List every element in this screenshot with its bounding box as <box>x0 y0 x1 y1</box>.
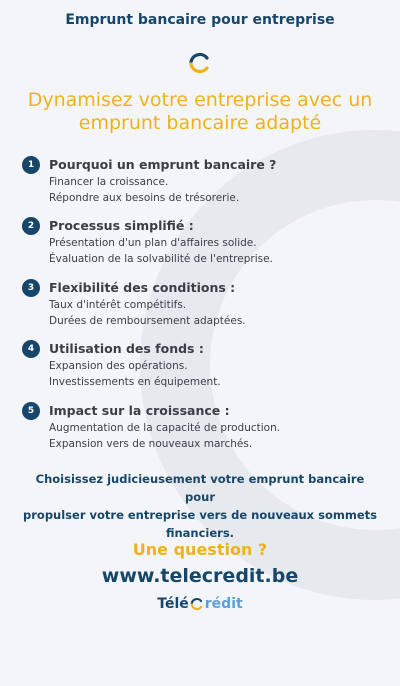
cta-line: propulser votre entreprise vers de nouveaux sommets <box>23 508 377 522</box>
item-line: Durées de remboursement adaptées. <box>49 315 246 327</box>
item-line: Expansion des opérations. <box>49 360 188 372</box>
item-line: Expansion vers de nouveaux marchés. <box>49 438 253 450</box>
item-title: Impact sur la croissance : <box>49 403 230 418</box>
telecredit-logo-icon <box>188 51 212 75</box>
item-title: Flexibilité des conditions : <box>49 280 236 295</box>
question-heading: Une question ? <box>132 540 268 559</box>
cta-line: Choisissez judicieusement votre emprunt bancaire pour <box>35 472 365 504</box>
item-line: Répondre aux besoins de trésorerie. <box>49 192 240 204</box>
number-badge: 3 <box>22 279 40 297</box>
number-badge: 4 <box>22 340 40 358</box>
website-link[interactable]: www.telecredit.be <box>101 565 299 587</box>
brand-text-part1: Télé <box>157 596 189 612</box>
main-title: Dynamisez votre entreprise avec un emprunt bancaire adapté <box>27 89 373 134</box>
item-line: Évaluation de la solvabilité de l'entreprise. <box>49 253 273 265</box>
call-to-action <box>20 470 380 542</box>
header-title: Emprunt bancaire pour entreprise <box>65 12 335 28</box>
item-title: Utilisation des fonds : <box>49 341 204 356</box>
brand-logo <box>0 596 400 612</box>
item-line: Augmentation de la capacité de production. <box>49 422 281 434</box>
cta-line: financiers. <box>165 526 235 540</box>
item-line: Présentation d'un plan d'affaires solide. <box>49 237 257 249</box>
item-line: Investissements en équipement. <box>49 376 221 388</box>
telecredit-c-icon <box>190 597 204 611</box>
brand-text-part2: rédit <box>204 596 243 612</box>
number-badge: 5 <box>22 402 40 420</box>
item-title: Pourquoi un emprunt bancaire ? <box>49 157 277 172</box>
item-line: Financer la croissance. <box>49 176 169 188</box>
item-title: Processus simplifié : <box>49 218 194 233</box>
item-line: Taux d'intérêt compétitifs. <box>49 299 187 311</box>
number-badge: 1 <box>22 156 40 174</box>
number-badge: 2 <box>22 217 40 235</box>
